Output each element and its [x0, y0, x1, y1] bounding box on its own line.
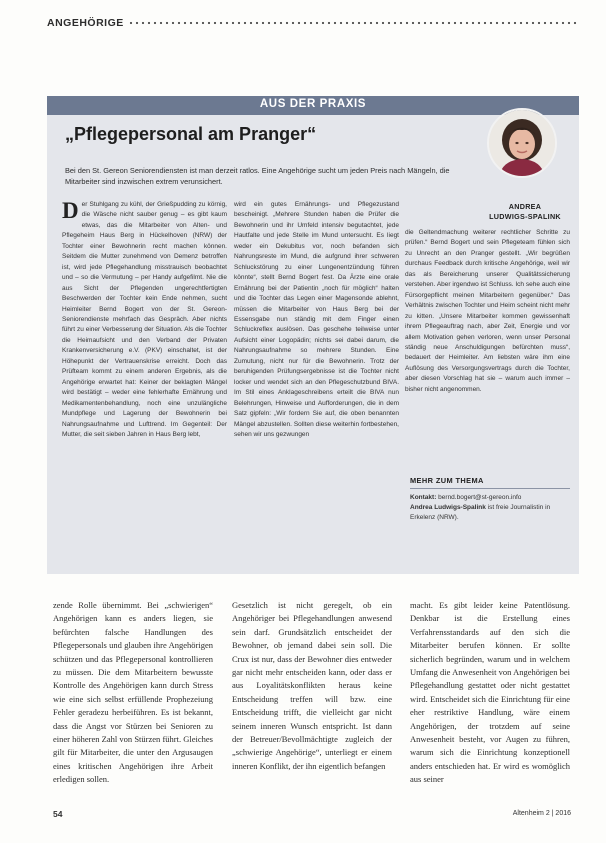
more-on-topic — [410, 476, 570, 523]
body-column-1 — [53, 599, 213, 811]
contact-line — [410, 493, 570, 503]
drop-cap: D — [62, 200, 79, 223]
box-column-3 — [405, 228, 570, 473]
section-dotted-rule — [128, 21, 579, 25]
page-number: 54 — [53, 809, 63, 819]
body-column-2 — [232, 599, 392, 811]
author-bio-text: ist freie Journalistin in Erkelenz (NRW). — [410, 504, 551, 521]
article-lead: Bei den St. Gereon Seniorendiensten ist man derzeit ratlos. Eine Angehörige sucht um jeden Preis nach Mängeln, die Mitarbeiter sind inzwischen extrem verunsichert. — [65, 166, 450, 186]
banner-title: AUS DER PRAXIS — [259, 98, 367, 110]
contact-email[interactable]: bernd.bogert@st-gereon.info — [438, 494, 522, 501]
section-label: ANGEHÖRIGE — [47, 17, 124, 29]
author-bio-name: Andrea Ludwigs-Spalink — [410, 504, 486, 511]
author-portrait — [487, 108, 557, 178]
author-first-name: ANDREA — [508, 202, 542, 211]
more-on-topic-title: MEHR ZUM THEMA — [410, 476, 570, 489]
author-name — [478, 202, 572, 222]
article-headline: „Pflegepersonal am Pranger“ — [65, 124, 317, 144]
author-last-name: LUDWIGS-SPALINK — [489, 212, 561, 221]
box-column-2-text: wird ein gutes Ernährungs- und Pflegezustand bescheinigt. „Mehrere Stunden haben die Prüfer die Bewohnerin und ihr Umfeld intensiv begutachtet, jede Hautfalte und jede Stelle im Mund untersucht. Es liegt weder ein Dekubitus vor, noch befanden sich Nahrungsreste im Mund, die aufgrund ihrer schweren Schluckstörung zu einer Lungenentzündung führen könnte“, stellt Bernd Bogert fest. Da Ärzte eine orale Ernährung bei der Patientin „noch für möglich“ halten und die Tochter das Legen einer Magensonde ablehnt, müssen die Mitarbeiter von Haus Berg bei der Essensgabe nun ständig mit dem Finger einen Schluckreflex auslösen. Das geschehe teilweise unter Aufsicht einer Logopädin; nichts sei dabei darum, die Nahrungsaufnahme so mehrere Stunden. Eine Zumutung, nicht nur für die Bewohnerin. Trotz der beruhigenden Prüfungsergebnisse ist die Tochter nicht locker und wendet sich an den Pflegeschutzbund BIVA. Im Stil eines Anklageschreibens erteilt die BIVA nun Belehrungen, Hinweise und Aufforderungen, die in dem Satz gipfeln: „Wir fordern Sie auf, die oben benannten Mängel abzustellen. Sollten diese weiterhin fortbestehen, sehen wir uns gezwungen — [234, 201, 399, 438]
section-header — [47, 16, 579, 30]
page-footer — [53, 809, 571, 821]
author-photo-icon — [489, 110, 555, 176]
magazine-issue: Altenheim 2 | 2016 — [512, 810, 571, 817]
box-column-1-text: er Stuhlgang zu kühl, der Grießpudding zu körnig, die Wäsche nicht sauber genug – es gibt kaum etwas, das die Mitarbeiter von Alten- und Pflegeheim Haus Berg in Hückelhoven (NRW) der Tochter einer Bewohnerin recht machen können. Seitdem die Mutter zunehmend von Demenz betroffen ist, wird jede Pflegehandlung misstrauisch beobachtet und – so die Vermutung – per Handy aufgefilmt. Nie die aus Sicht der Pflegenden ungerechtfertigten Beschwerden der Tochter kein Ende nehmen, sucht Heimleiter Bernd Bogert von der St. Gereon-Seniorendienste mehrfach das Gespräch. Aber nichts führt zu einer Verbesserung der Situation. Als die Tochter die Heimaufsicht und den Verband der Privaten Krankenversicherung e.V. (PKV) einschaltet, ist der Höhepunkt der Vertrauenskrise erreicht. Doch das Prüfteam kommt zu einem anderen Ergebnis, als die Angehörige erwartet hat: Keiner der beklagten Mängel wird bestätigt – weder eine fehlerhafte Ernährung und Medikamentenbehandlung, noch eine unzulängliche Mundpflege und Lagerung der Bewohnerin bei Nahrungsaufnahme und Lufttrend. Im Gegenteil: Der Mutter, die seit sieben Jahren in Haus Berg lebt, — [62, 201, 227, 438]
box-column-3-text: die Geltendmachung weiterer rechtlicher Schritte zu prüfen.“ Bernd Bogert und sein Pflegeteam fühlen sich zu Unrecht an den Pranger gestellt. „Wir begrüßen durchaus Feedback durch kritische Angehörige, weil wir das als Bereicherung unserer Qualitätssicherung verstehen. Aber irgendwo ist Schluss. Ich sehe auch eine Fürsorgepflicht meinen Mitarbeitern gegenüber.“ Das Verhältnis zwischen Tochter und Heim scheint nicht mehr zu kitten. „Unsere Mitarbeiter kommen gewissenhaft ihrem Pflegeauftrag nach, aber Zeit, Energie und vor allem Motivation gehen verloren, wenn unser Personal ständig neue Anschuldigungen befürchten muss“, bedauert der Heimleiter. Am liebsten wäre ihm eine Auflösung des Versorgungsvertrags durch die Tochter, aber diesen Vorschlag hat sie – warum auch immer – bisher nicht angenommen. — [405, 229, 570, 393]
body-column-3 — [410, 599, 570, 811]
body-column-3-text: macht. Es gibt leider keine Patentlösung. Denkbar ist die Erstellung eines Verfahrensstandards auf den sich die Mitarbeiter berufen können. Er sollte sicherlich begründen, warum und in welchem Umfang die Anwesenheit von Angehörigen bei Pflegehandlung gestattet oder nicht gestattet wird. Entscheidet sich die Einrichtung für eine eher restriktive Handlung, wäre einem Angehörigen, der trotzdem auf seine Anwesenheit besteht, vor Augen zu führen, warum sich die Einrichtung konzeptionell anders entschieden hat. Er wird es womöglich aus seiner — [410, 600, 570, 785]
box-column-1 — [62, 200, 227, 558]
box-column-2 — [234, 200, 399, 558]
body-column-2-text: Gesetzlich ist nicht geregelt, ob ein Angehöriger bei Pflegehandlungen anwesend sein darf. Grundsätzlich entscheidet der Bewohner, ob jemand dabei sein soll. Die Crux ist nur, dass der Bewohner dies entweder gar nicht mehr entscheiden kann, oder dass er aus Loyalitätskonflikten heraus keine Entscheidung treffen will bzw. eine Entscheidung trifft, die vielleicht gar nicht seinem inneren Wunsch entspricht. Ist dann der Betreuer/Bevollmächtigte zugleich der „schwierige Angehörige“, unterliegt er einem inneren Konflikt, der ihn eigentlich befangen — [232, 600, 392, 771]
practice-banner — [47, 96, 579, 115]
body-column-1-text: zende Rolle übernimmt. Bei „schwierigen“ Angehörigen kann es anders liegen, sie befürchten falsche Handlungen des Pflegepersonals und glauben ihre Angehörigen schützen und das Pflegepersonal kontrollieren zu müssen. Die dem Mitarbeitern bewusste Kontrolle des Angehörigen kann durch Stress wie eine sich selbst erfüllende Prophezeiung Fehler geradezu herbeiführen. Es ist bekannt, dass die Angst vor Stürzen bei Senioren zu einer höheren Zahl von Stürzen führt. Gleiches gilt für Mitarbeiter, die unter den Argusaugen eines kritischen Angehörigen ihre Arbeit erledigen sollen. — [53, 600, 213, 785]
author-bio-line — [410, 503, 570, 523]
contact-label: Kontakt: — [410, 494, 437, 501]
